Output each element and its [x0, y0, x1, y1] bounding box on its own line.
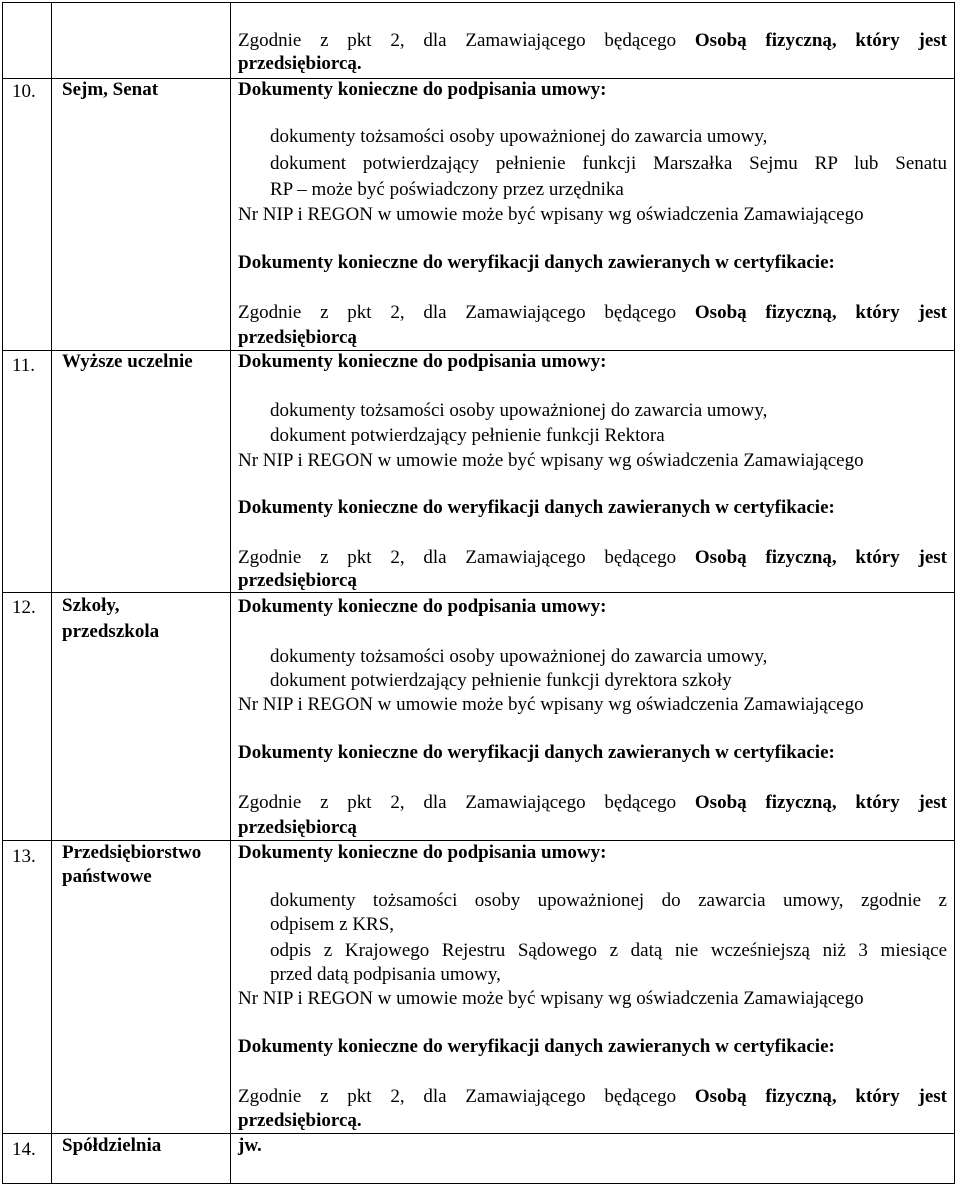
- doc-line: przed datą podpisania umowy,: [270, 964, 501, 985]
- institution-name: Spółdzielnia: [62, 1135, 162, 1156]
- nip-regon-note: Nr NIP i REGON w umowie może być wpisany wg oświadczenia Zamawiającego: [238, 694, 864, 715]
- row-divider: [2, 840, 955, 841]
- docs-verify-heading: Dokumenty konieczne do weryfikacji danych zawieranych w certyfikacie:: [238, 1036, 835, 1057]
- doc-line: odpisem z KRS,: [270, 914, 395, 935]
- zgodnie-note: Zgodnie z pkt 2, dla Zamawiającego będącego Osobą fizyczną, który jest: [238, 547, 947, 568]
- zgodnie-note-end: przedsiębiorcą: [238, 817, 357, 838]
- docs-sign-heading: Dokumenty konieczne do podpisania umowy:: [238, 79, 607, 100]
- column-divider: [230, 2, 231, 1184]
- doc-line: dokumenty tożsamości osoby upoważnionej do zawarcia umowy,: [270, 126, 768, 147]
- institution-name: Sejm, Senat: [62, 79, 159, 100]
- row-number: 11.: [12, 355, 36, 376]
- zgodnie-note: Zgodnie z pkt 2, dla Zamawiającego będącego Osobą fizyczną, który jest: [238, 30, 947, 51]
- docs-verify-heading: Dokumenty konieczne do weryfikacji danych zawieranych w certyfikacie:: [238, 742, 835, 763]
- institution-name: państwowe: [62, 866, 152, 887]
- row-number: 13.: [12, 846, 36, 867]
- doc-line: dokument potwierdzający pełnienie funkcji Rektora: [270, 425, 665, 446]
- docs-sign-heading: Dokumenty konieczne do podpisania umowy:: [238, 842, 607, 863]
- doc-line: dokumenty tożsamości osoby upoważnionej do zawarcia umowy,: [270, 400, 768, 421]
- zgodnie-note: Zgodnie z pkt 2, dla Zamawiającego będącego Osobą fizyczną, który jest: [238, 302, 947, 323]
- docs-sign-heading: Dokumenty konieczne do podpisania umowy:: [238, 596, 607, 617]
- column-divider: [51, 2, 52, 1184]
- row-number: 10.: [12, 81, 36, 102]
- row-number: 14.: [12, 1139, 36, 1160]
- zgodnie-note-end: przedsiębiorcą: [238, 570, 357, 591]
- doc-line: dokumenty tożsamości osoby upoważnionej do zawarcia umowy, zgodnie z: [270, 890, 947, 911]
- nip-regon-note: Nr NIP i REGON w umowie może być wpisany wg oświadczenia Zamawiającego: [238, 450, 864, 471]
- docs-verify-heading: Dokumenty konieczne do weryfikacji danych zawieranych w certyfikacie:: [238, 252, 835, 273]
- row-number: 12.: [12, 597, 36, 618]
- institution-name: przedszkola: [62, 621, 160, 642]
- nip-regon-note: Nr NIP i REGON w umowie może być wpisany wg oświadczenia Zamawiającego: [238, 204, 864, 225]
- row-divider: [2, 1133, 955, 1134]
- zgodnie-note-end: przedsiębiorcą: [238, 327, 357, 348]
- doc-line: odpis z Krajowego Rejestru Sądowego z datą nie wcześniejszą niż 3 miesiące: [270, 940, 947, 961]
- doc-line: RP – może być poświadczony przez urzędnika: [270, 179, 624, 200]
- doc-line: dokument potwierdzający pełnienie funkcji dyrektora szkoły: [270, 670, 732, 691]
- docs-verify-heading: Dokumenty konieczne do weryfikacji danych zawieranych w certyfikacie:: [238, 497, 835, 518]
- zgodnie-note-end: przedsiębiorcą.: [238, 53, 362, 74]
- docs-sign-heading: Dokumenty konieczne do podpisania umowy:: [238, 351, 607, 372]
- institution-name: Szkoły,: [62, 595, 120, 616]
- doc-line: dokument potwierdzający pełnienie funkcji Marszałka Sejmu RP lub Senatu: [270, 153, 947, 174]
- same-as-above: jw.: [238, 1135, 262, 1156]
- doc-line: dokumenty tożsamości osoby upoważnionej do zawarcia umowy,: [270, 646, 768, 667]
- institution-name: Wyższe uczelnie: [62, 351, 193, 372]
- zgodnie-note: Zgodnie z pkt 2, dla Zamawiającego będącego Osobą fizyczną, który jest: [238, 1086, 947, 1107]
- institution-name: Przedsiębiorstwo: [62, 842, 202, 863]
- zgodnie-note: Zgodnie z pkt 2, dla Zamawiającego będącego Osobą fizyczną, który jest: [238, 792, 947, 813]
- nip-regon-note: Nr NIP i REGON w umowie może być wpisany wg oświadczenia Zamawiającego: [238, 988, 864, 1009]
- zgodnie-note-end: przedsiębiorcą.: [238, 1110, 362, 1131]
- row-divider: [2, 592, 955, 593]
